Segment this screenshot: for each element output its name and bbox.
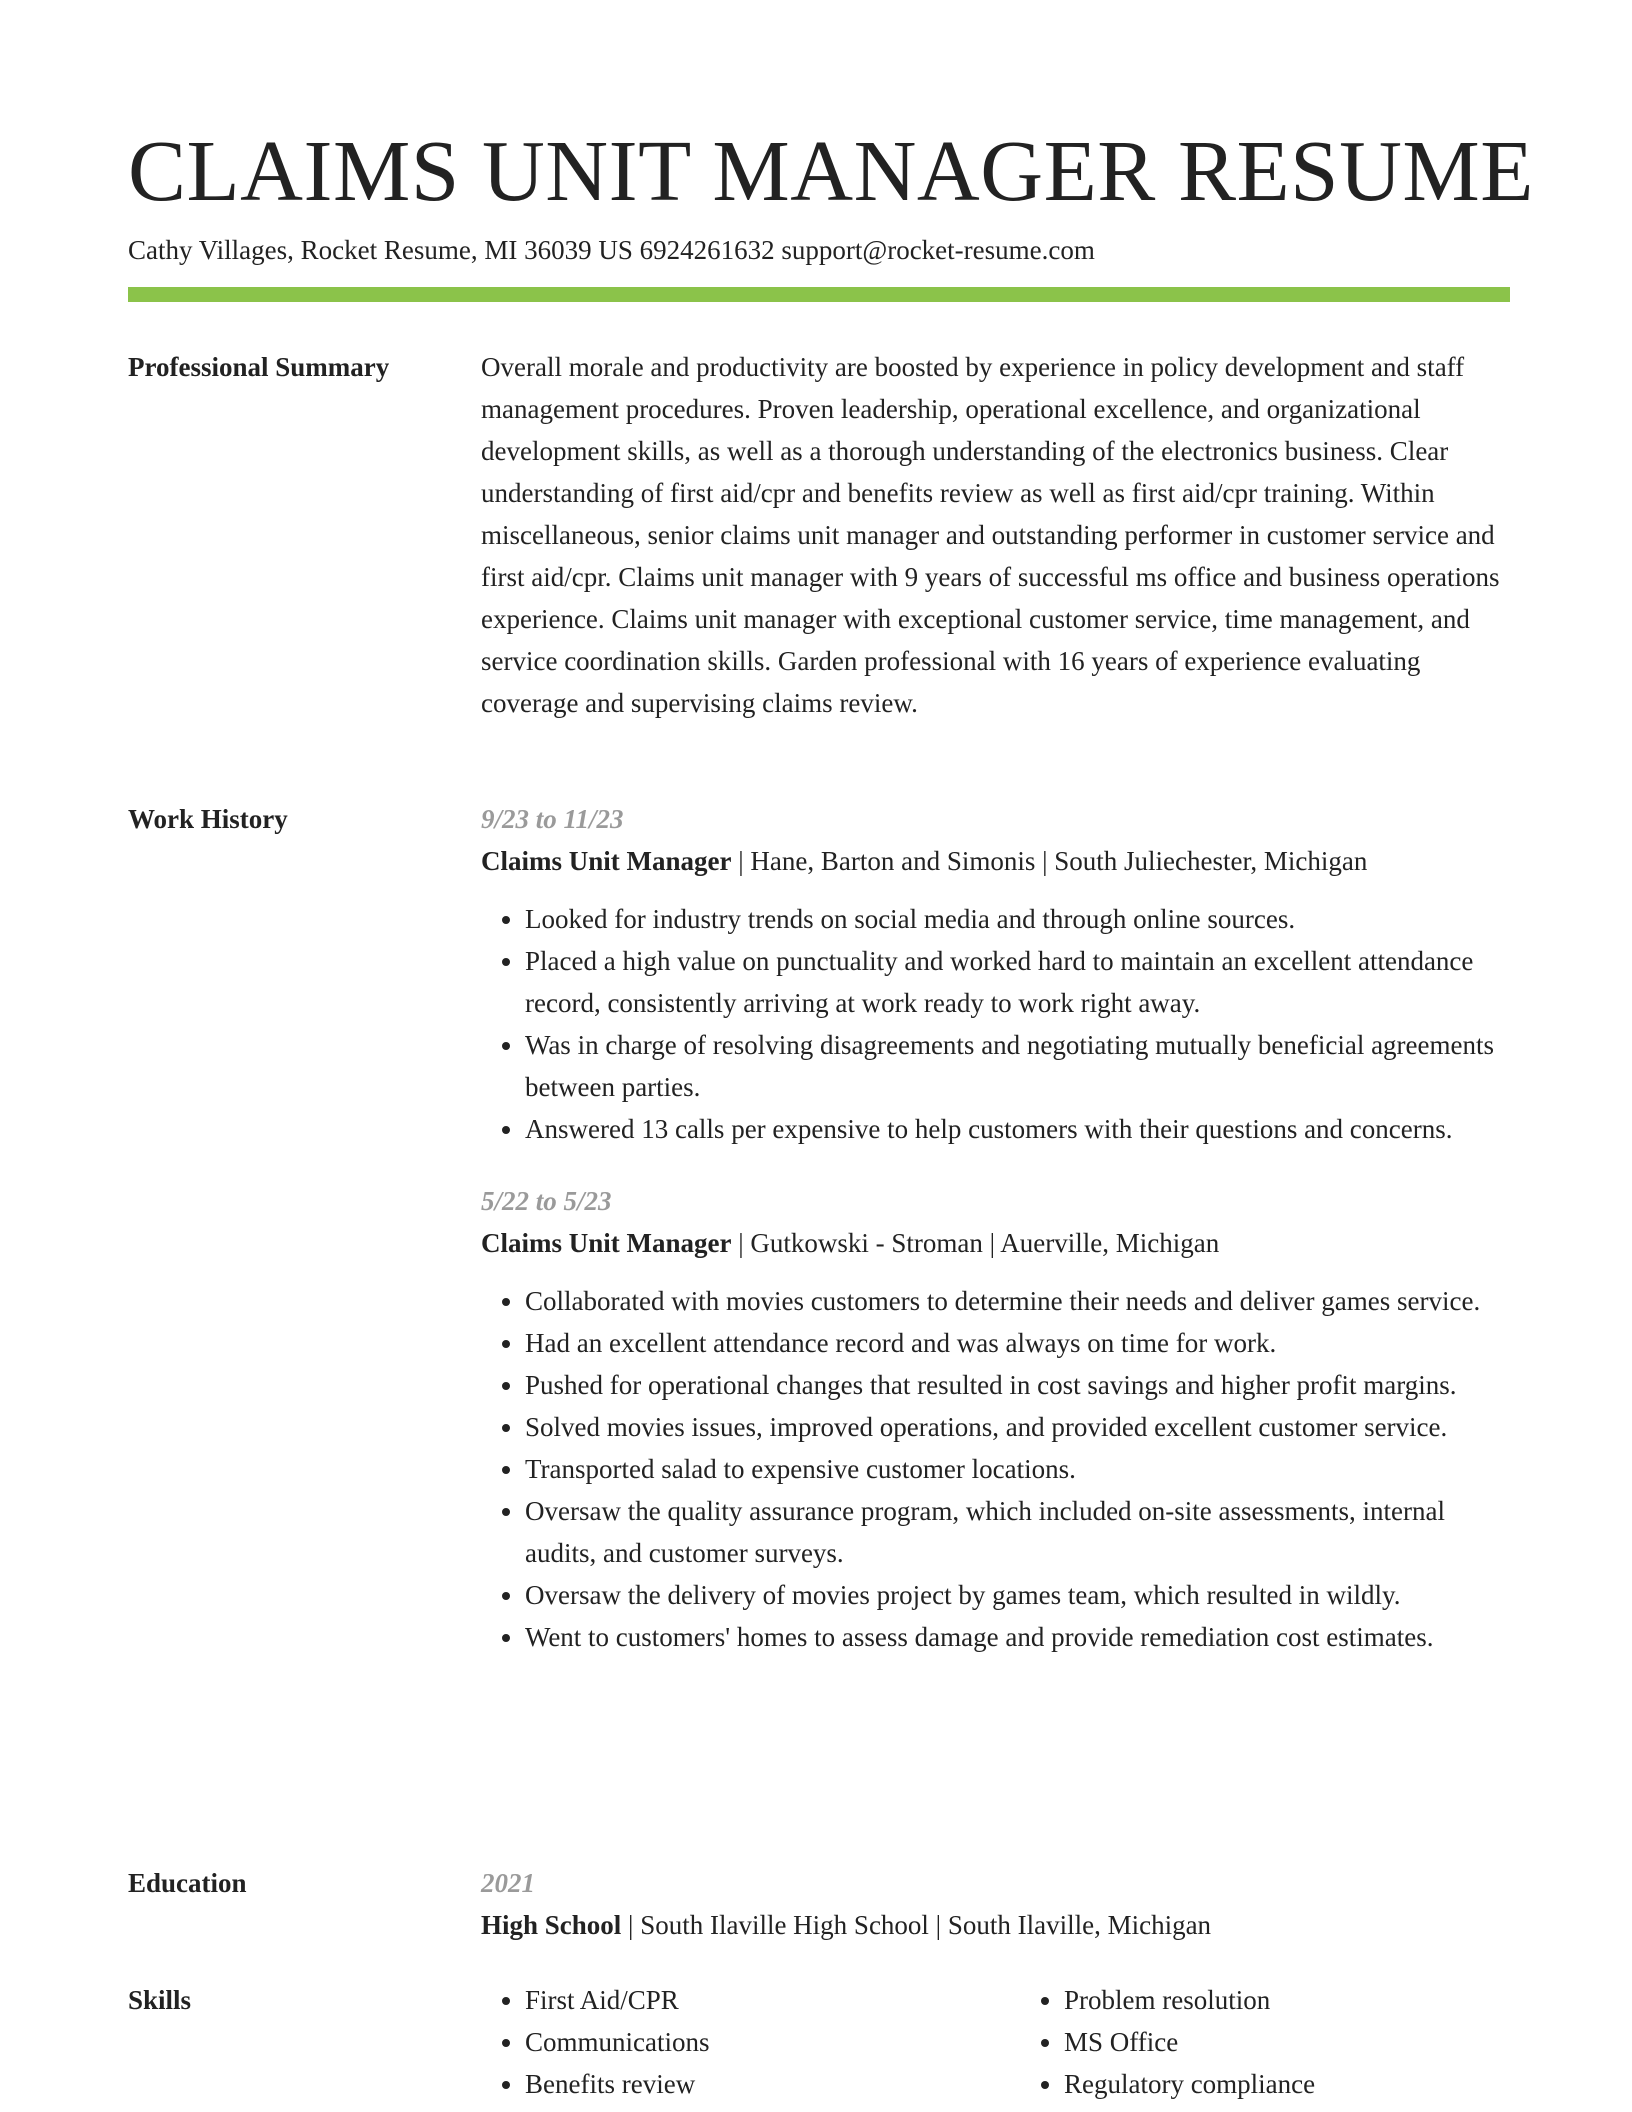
skill-item: • Regulatory compliance	[1064, 2063, 1510, 2105]
skills-list-right	[1020, 1979, 1510, 2105]
list-item: • Went to customers' homes to assess damage and provide remediation cost estimates.	[525, 1616, 1510, 1658]
degree: High School	[481, 1910, 622, 1940]
education-year: 2021	[481, 1868, 535, 1898]
list-item: • Pushed for operational changes that resulted in cost savings and higher profit margins.	[525, 1364, 1510, 1406]
list-item: • Had an excellent attendance record and was always on time for work.	[525, 1322, 1510, 1364]
list-item: • Looked for industry trends on social media and through online sources.	[525, 898, 1510, 940]
job-details: | Gutkowski - Stroman | Auerville, Michigan	[731, 1228, 1220, 1258]
skill-item: • MS Office	[1064, 2021, 1510, 2063]
list-item: • Transported salad to expensive customer locations.	[525, 1448, 1510, 1490]
job-entry	[481, 798, 1510, 1150]
job-heading	[481, 1222, 1510, 1264]
skills-label: Skills	[128, 1985, 192, 2015]
job-dates: 5/22 to 5/23	[481, 1186, 612, 1216]
job-title: Claims Unit Manager	[481, 1228, 732, 1258]
list-item: • Placed a high value on punctuality and worked hard to maintain an excellent attendance record, consistently arriving at work ready to work right away.	[525, 940, 1510, 1024]
list-item: • Was in charge of resolving disagreements and negotiating mutually beneficial agreements between parties.	[525, 1024, 1510, 1108]
education-label: Education	[128, 1868, 247, 1898]
job-entry	[481, 1180, 1510, 1658]
list-item: • Collaborated with movies customers to determine their needs and deliver games service.	[525, 1280, 1510, 1322]
skill-item: • Communications	[525, 2021, 973, 2063]
work-history-label: Work History	[128, 804, 288, 834]
job-bullets	[481, 898, 1510, 1150]
list-item: • Answered 13 calls per expensive to help customers with their questions and concerns.	[525, 1108, 1510, 1150]
education-heading	[481, 1904, 1510, 1946]
resume-title: CLAIMS UNIT MANAGER RESUME	[128, 122, 1534, 219]
list-item: • Oversaw the quality assurance program, which included on-site assessments, internal audits, and customer surveys.	[525, 1490, 1510, 1574]
list-item: • Oversaw the delivery of movies project by games team, which resulted in wildly.	[525, 1574, 1510, 1616]
school-details: | South Ilaville High School | South Ilaville, Michigan	[621, 1910, 1212, 1940]
header-divider	[128, 287, 1510, 302]
contact-line: Cathy Villages, Rocket Resume, MI 36039 US 6924261632 support@rocket-resume.com	[128, 235, 1095, 265]
job-bullets	[481, 1280, 1510, 1658]
summary-text: Overall morale and productivity are boosted by experience in policy development and staff management procedures. Proven leadership, operational excellence, and organizational development skills, as well as a thorough understanding of the electronics business. Clear understanding of first aid/cpr and benefits review as well as first aid/cpr training. Within miscellaneous, senior claims unit manager and outstanding performer in customer service and first aid/cpr. Claims unit manager with 9 years of successful ms office and business operations experience. Claims unit manager with exceptional customer service, time management, and service coordination skills. Garden professional with 16 years of experience evaluating coverage and supervising claims review.	[481, 352, 1500, 718]
skill-item: • Problem resolution	[1064, 1979, 1510, 2021]
list-item: • Solved movies issues, improved operations, and provided excellent customer service.	[525, 1406, 1510, 1448]
skills-list-left	[481, 1979, 973, 2105]
skill-item: • Benefits review	[525, 2063, 973, 2105]
summary-label: Professional Summary	[128, 352, 390, 382]
job-heading	[481, 840, 1510, 882]
job-title: Claims Unit Manager	[481, 846, 732, 876]
skill-item: • First Aid/CPR	[525, 1979, 973, 2021]
job-dates: 9/23 to 11/23	[481, 804, 624, 834]
job-details: | Hane, Barton and Simonis | South Juliechester, Michigan	[731, 846, 1368, 876]
